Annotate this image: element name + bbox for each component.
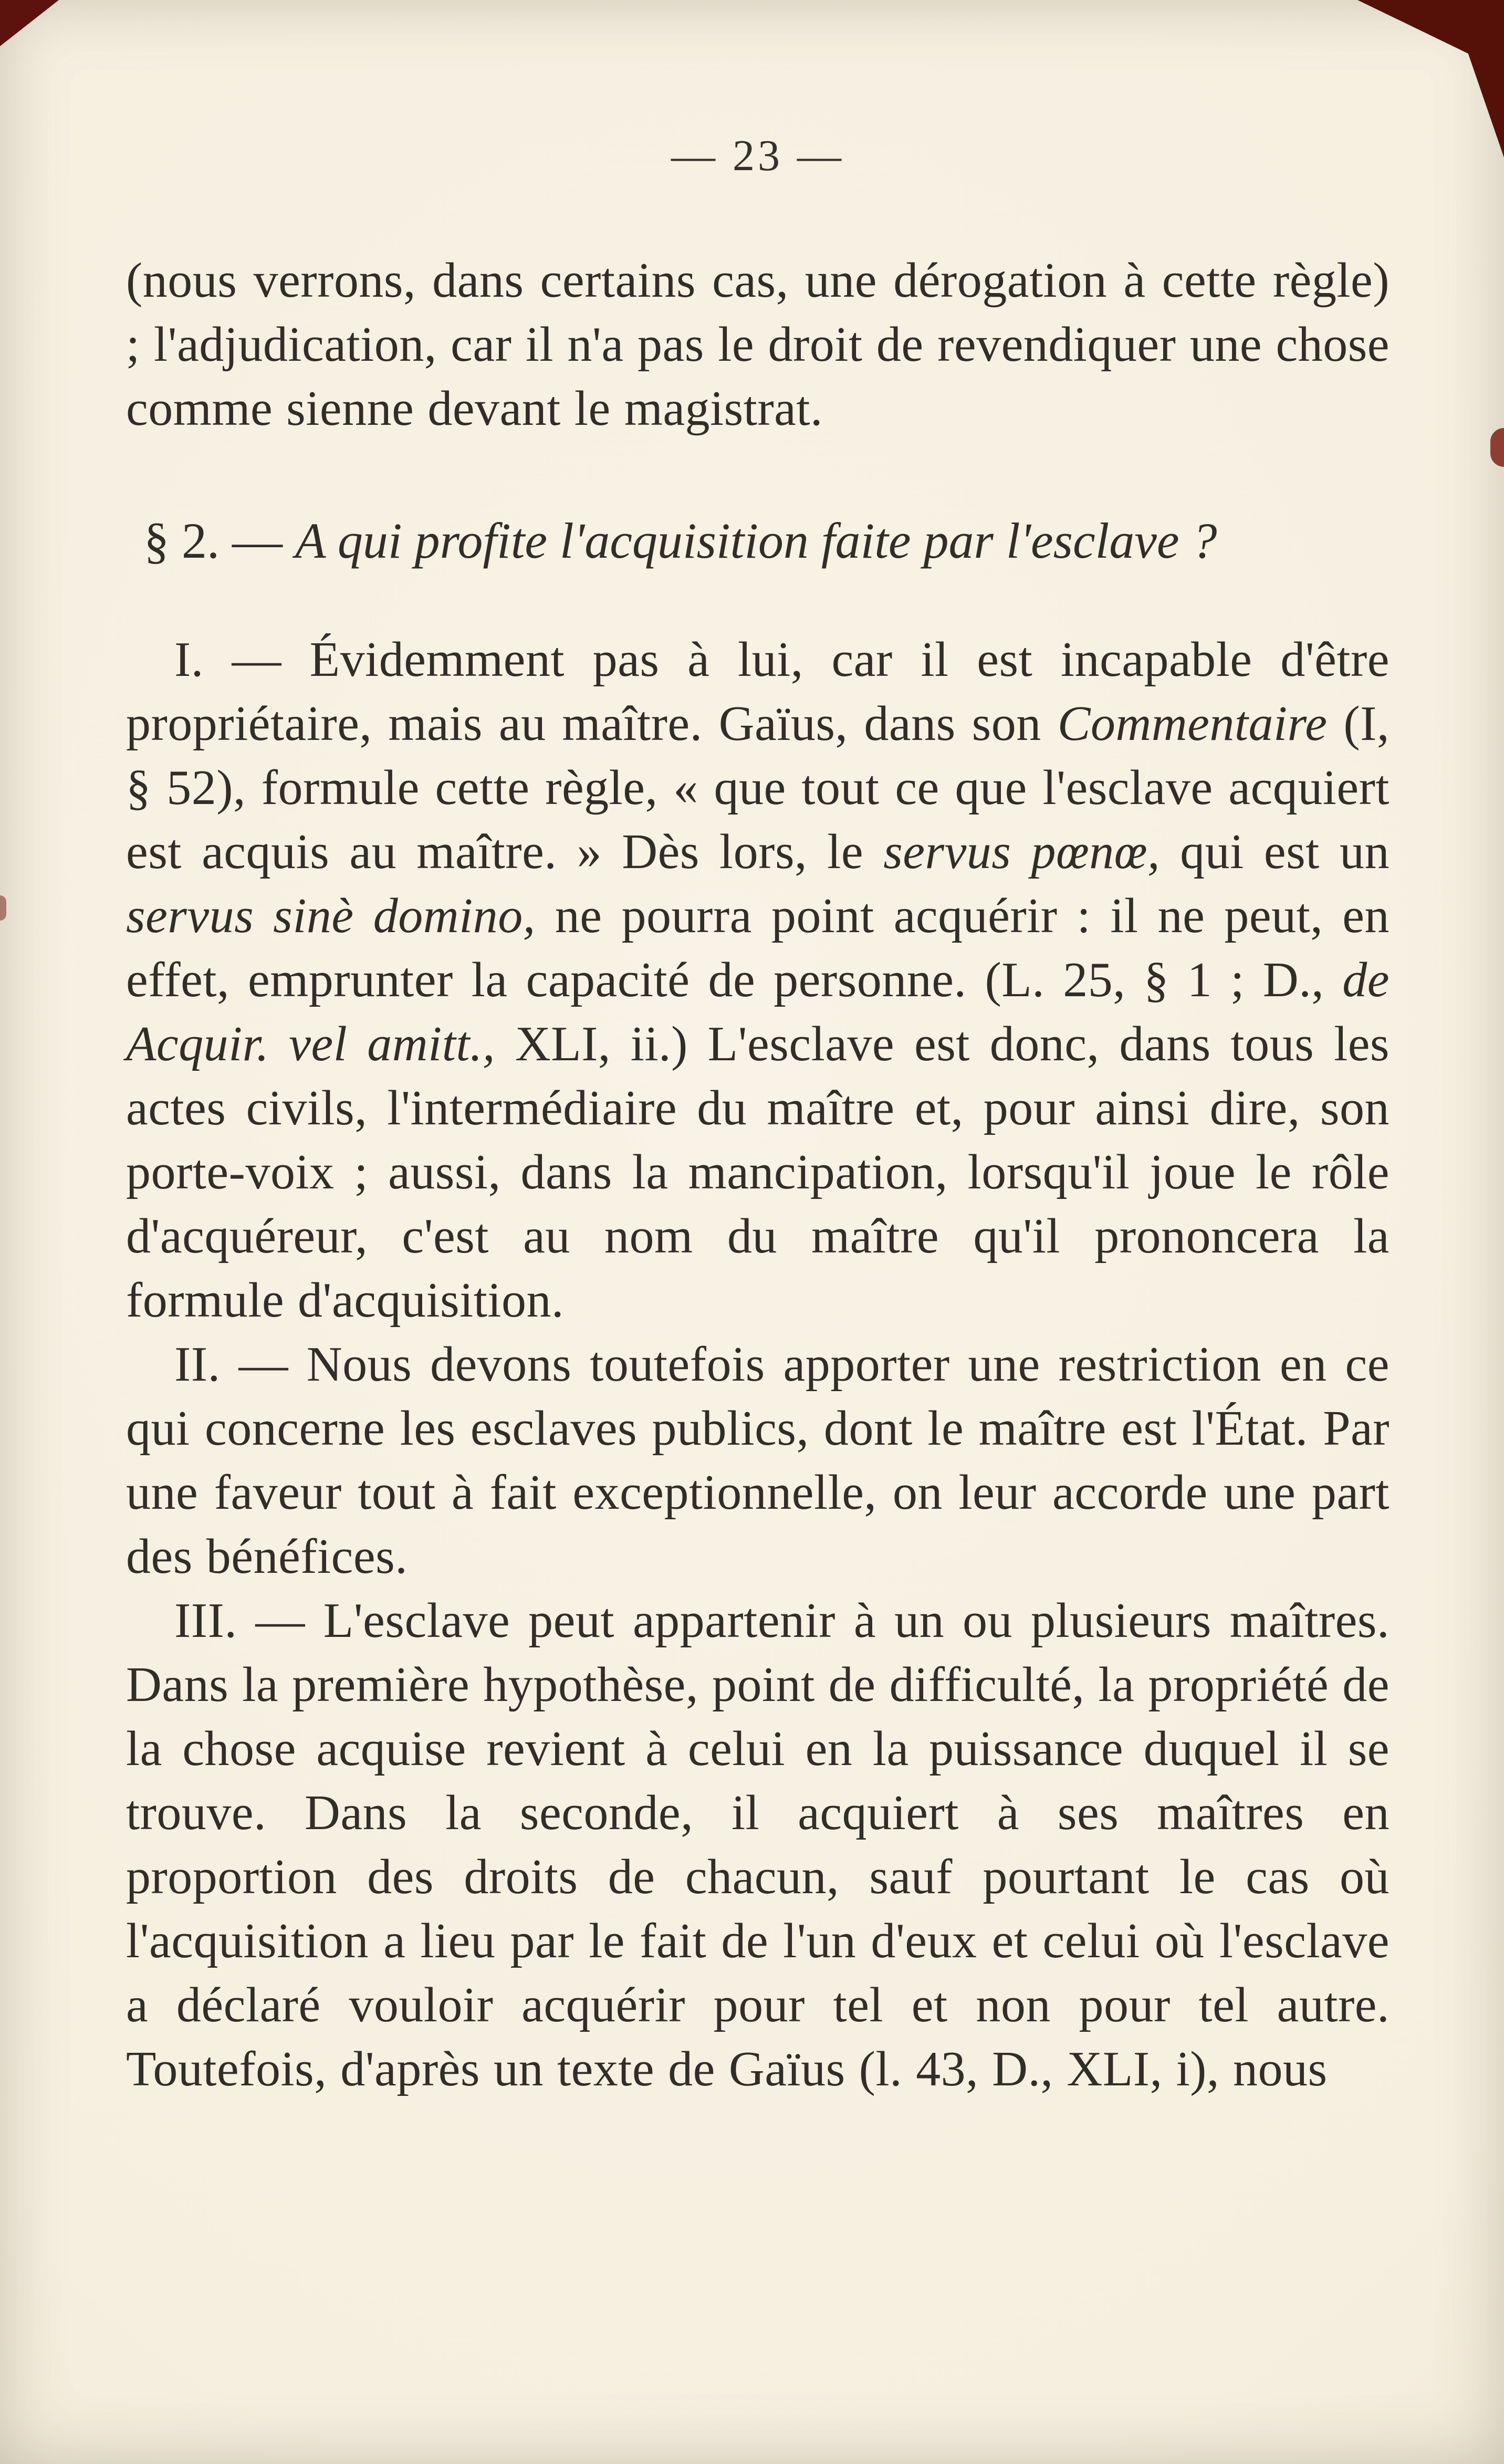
scan-stain-right-edge	[1490, 428, 1504, 467]
text-run: ne pourra point acquérir : il ne peut, en effet, emprunter la capacité de personne. (L. 25, § 1 ; D.,	[126, 889, 1390, 1007]
page-number: — 23 —	[671, 131, 844, 180]
text-run: XLI, ii.) L'esclave est donc, dans tous les actes civils, l'intermédiaire du maître et, pour ainsi dire, son porte-voix ; aussi, dans la mancipation, lorsqu'il joue le rôle d'acquéreur, c'est au nom du maître qu'il prononcera la formule d'acquisition.	[126, 1017, 1390, 1328]
paragraph-intro: (nous verrons, dans certains cas, une dérogation à cette règle) ; l'adjudication, car il n'a pas le droit de revendiquer une chose comme sienne devant le magistrat.	[126, 253, 1390, 436]
text-run-italic: servus sinè domino,	[126, 889, 536, 943]
text-run: I. — Évidemment pas à lui, car il est incapable d'être propriétaire, mais au maître. Gaïus, dans son	[126, 632, 1390, 751]
text-run-italic: de Acquir. vel amitt.,	[126, 953, 1390, 1071]
text-run-italic: servus pœnœ,	[883, 824, 1160, 879]
section-heading	[126, 509, 1390, 573]
text-run: qui est un	[1160, 824, 1390, 879]
section-number: § 2. —	[144, 513, 295, 569]
page-content	[126, 130, 1390, 2101]
text-run-italic: Commentaire	[1057, 696, 1328, 751]
scan-stain-top-left	[0, 0, 59, 46]
text-run: (I, § 52), formule cette règle, « que tout ce que l'esclave acquiert est acquis au maître. » Dès lors, le	[126, 696, 1390, 879]
paragraph-3: III. — L'esclave peut appartenir à un ou plusieurs maîtres. Dans la première hypothèse, point de difficulté, la propriété de la chose acquise revient à celui en la puissance duquel il se trouve. Dans la seconde, il acquiert à ses maîtres en proportion des droits de chacun, sauf pourtant le cas où l'acquisition a lieu par le fait de l'un d'eux et celui où l'esclave a déclaré vouloir acquérir pour tel et non pour tel autre. Toutefois, d'après un texte de Gaïus (l. 43, D., XLI, i), nous	[126, 1593, 1390, 2096]
scan-stain-left-edge	[0, 895, 6, 921]
paragraph-2: II. — Nous devons toutefois apporter une restriction en ce qui concerne les esclaves publics, dont le maître est l'État. Par une faveur tout à fait exceptionnelle, on leur accorde une part des bénéfices.	[126, 1337, 1390, 1584]
paragraph-1	[126, 628, 1390, 1332]
section-title: A qui profite l'acquisition faite par l'esclave ?	[295, 513, 1217, 569]
